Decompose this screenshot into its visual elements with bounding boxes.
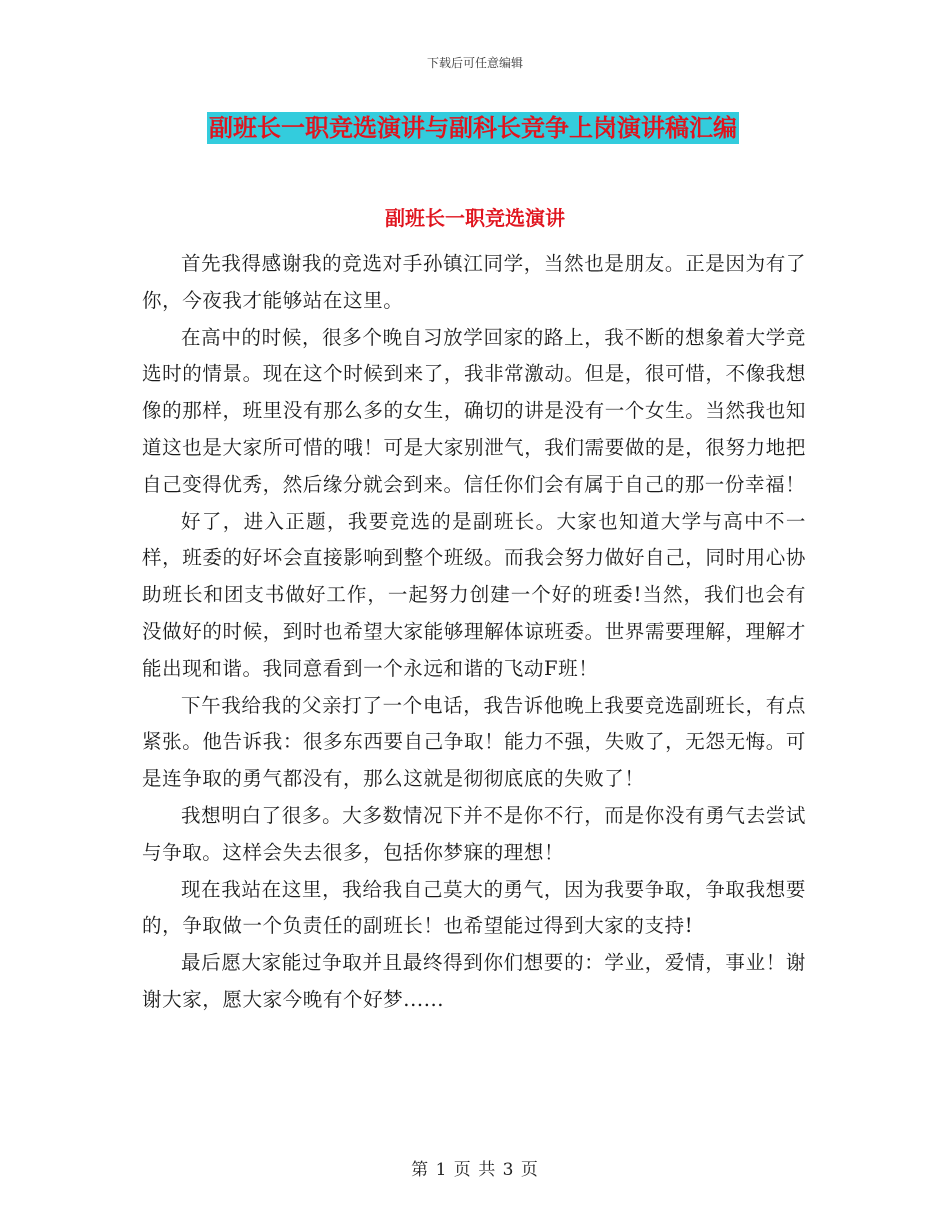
paragraph-3: 好了，进入正题，我要竞选的是副班长。大家也知道大学与高中不一样，班委的好坏会直接影响到整个班级。而我会努力做好自己，同时用心协助班长和团支书做好工作，一起努力创建一个好的班委!当然，我们也会有没做好的时候，到时也希望大家能够理解体谅班委。世界需要理解，理解才能出现和谐。我同意看到一个永远和谐的飞动F班！ xyxy=(142,509,806,680)
paragraph-4: 下午我给我的父亲打了一个电话，我告诉他晚上我要竞选副班长，有点紧张。他告诉我：很多东西要自己争取！能力不强，失败了，无怨无悔。可是连争取的勇气都没有，那么这就是彻彻底底的失败了！ xyxy=(142,693,806,791)
page-footer: 第 1 页 共 3 页 xyxy=(411,1160,539,1180)
speech-body xyxy=(142,246,806,1019)
header-note: 下载后可任意编辑 xyxy=(426,56,523,70)
paragraph-2: 在高中的时候，很多个晚自习放学回家的路上，我不断的想象着大学竞选时的情景。现在这个时候到来了，我非常激动。但是，很可惜，不像我想像的那样，班里没有那么多的女生，确切的讲是没有一个女生。当然我也知道这也是大家所可惜的哦！可是大家别泄气，我们需要做的是，很努力地把自己变得优秀，然后缘分就会到来。信任你们会有属于自己的那一份幸福！ xyxy=(142,325,806,496)
main-title: 副班长一职竞选演讲与副科长竞争上岗演讲稿汇编 xyxy=(209,114,737,142)
paragraph-7: 最后愿大家能过争取并且最终得到你们想要的：学业，爱情，事业！谢谢大家，愿大家今晚有个好梦...... xyxy=(142,951,806,1011)
paragraph-1: 首先我得感谢我的竞选对手孙镇江同学，当然也是朋友。正是因为有了你，今夜我才能够站在这里。 xyxy=(142,252,806,312)
section-title: 副班长一职竞选演讲 xyxy=(385,206,565,230)
main-title-container xyxy=(207,112,739,144)
paragraph-5: 我想明白了很多。大多数情况下并不是你不行，而是你没有勇气去尝试与争取。这样会失去很多，包括你梦寐的理想！ xyxy=(142,803,806,864)
paragraph-6: 现在我站在这里，我给我自己莫大的勇气，因为我要争取，争取我想要的，争取做一个负责任的副班长！也希望能过得到大家的支持! xyxy=(142,877,806,938)
